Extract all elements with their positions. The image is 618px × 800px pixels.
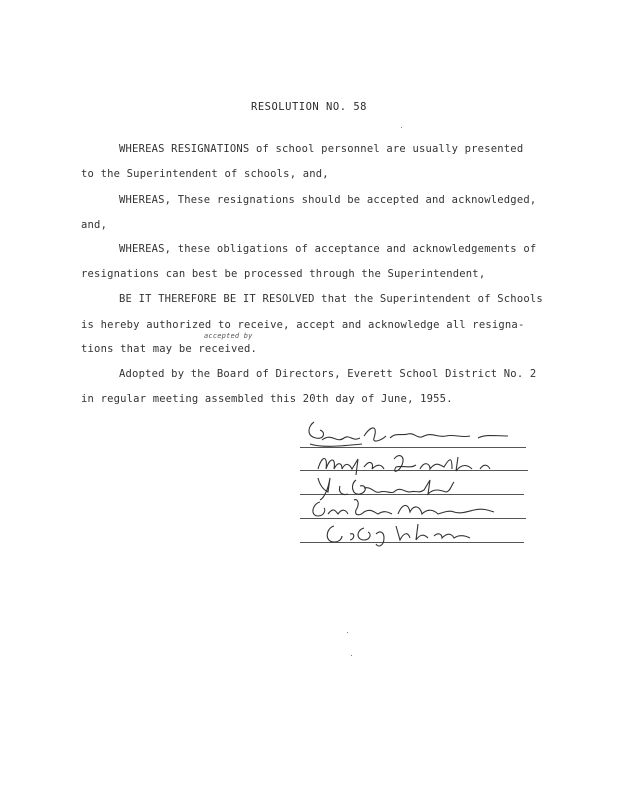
- scan-speck: [347, 632, 348, 633]
- body-line-5: WHEREAS, these obligations of acceptance and acknowledgements of: [119, 243, 537, 255]
- body-line-9: tions that may be received.: [81, 343, 258, 355]
- body-line-3: WHEREAS, These resignations should be accepted and acknowledged,: [119, 194, 537, 206]
- body-line-4: and,: [81, 219, 108, 231]
- body-line-2: to the Superintendent of schools, and,: [81, 168, 329, 180]
- scan-speck: [351, 655, 352, 656]
- scan-speck: [401, 127, 402, 128]
- body-line-11: in regular meeting assembled this 20th day of June, 1955.: [81, 393, 453, 405]
- body-line-6: resignations can best be processed through the Superintendent,: [81, 268, 486, 280]
- body-line-10: Adopted by the Board of Directors, Everett School District No. 2: [119, 368, 537, 380]
- resolution-title: RESOLUTION NO. 58: [251, 101, 367, 113]
- handwritten-interlineation: accepted by: [204, 332, 253, 340]
- signature-5: [320, 518, 560, 548]
- body-line-7: BE IT THEREFORE BE IT RESOLVED that the Superintendent of Schools: [119, 293, 543, 305]
- body-line-1: WHEREAS RESIGNATIONS of school personnel are usually presented: [119, 143, 524, 155]
- body-line-8: is hereby authorized to receive, accept and acknowledge all resigna-: [81, 319, 525, 331]
